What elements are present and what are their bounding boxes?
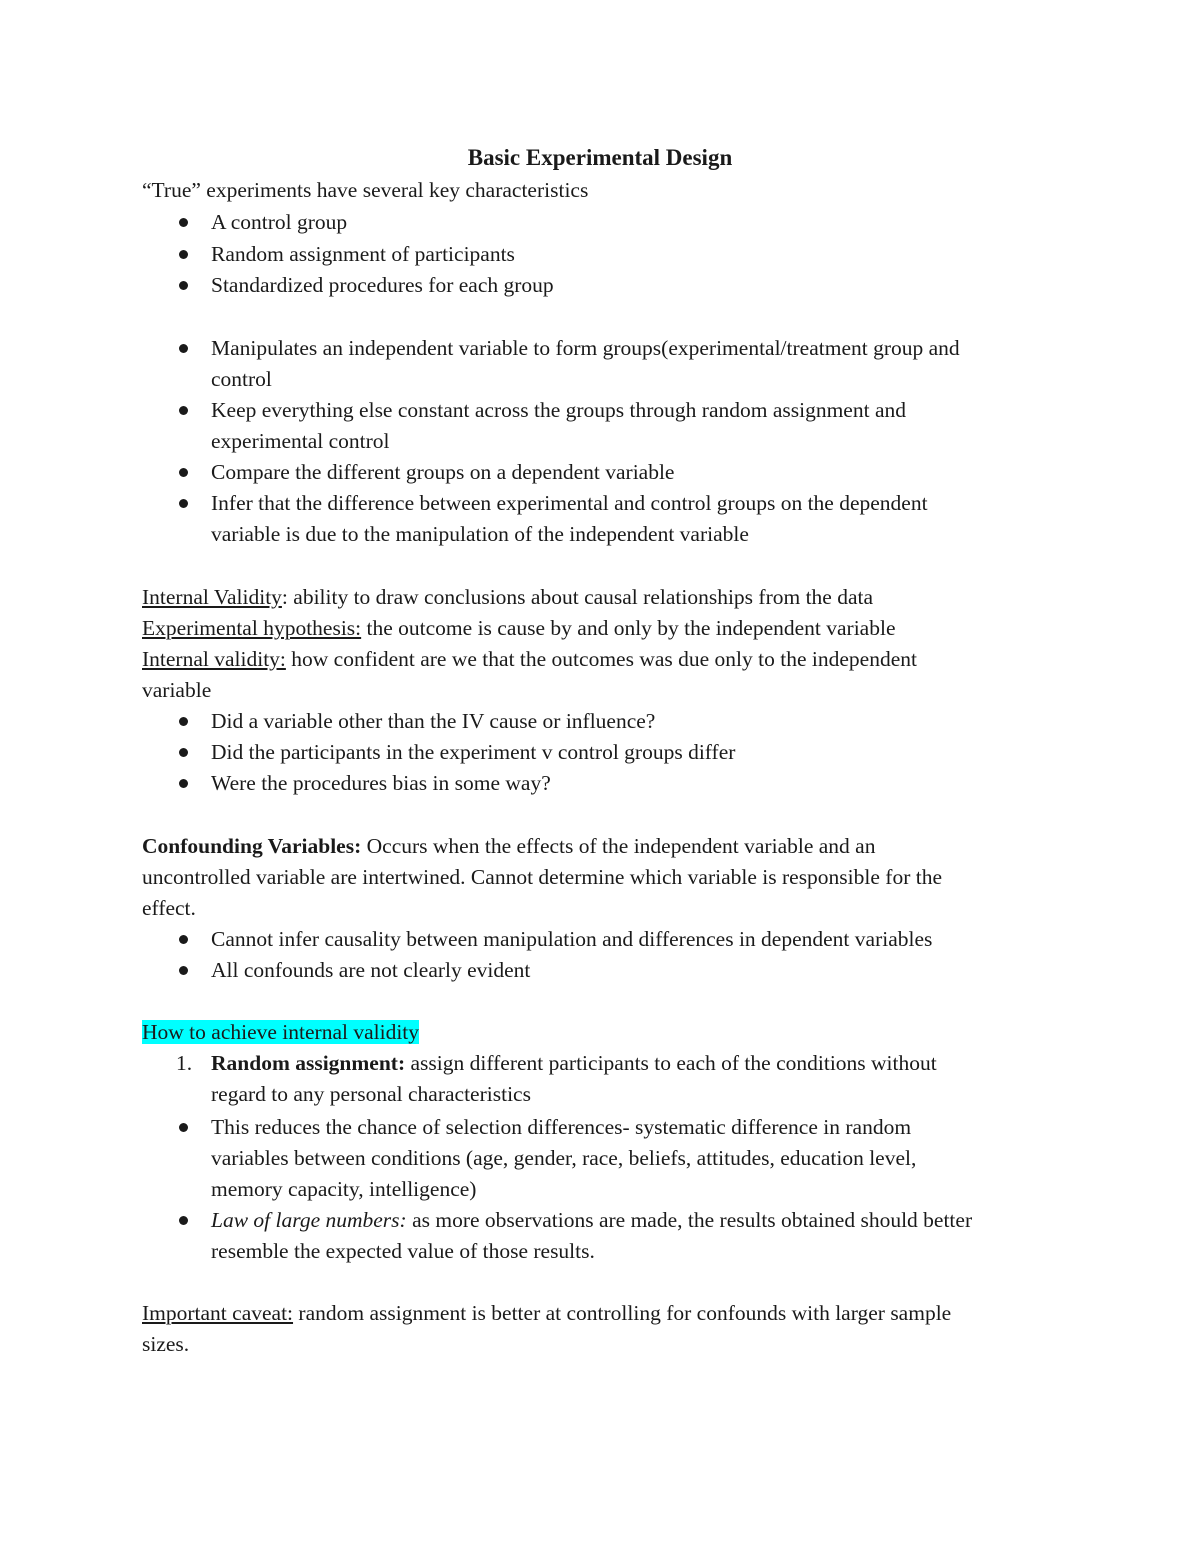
- term: Random assignment:: [211, 1051, 406, 1075]
- numbered-item: [211, 1048, 937, 1079]
- definition-text: how confident are we that the outcomes was due only to the independent: [285, 647, 917, 671]
- list-item: Manipulates an independent variable to form groups(experimental/treatment group and: [211, 336, 960, 360]
- list-item-continuation: memory capacity, intelligence): [211, 1177, 477, 1201]
- definition-continuation: variable: [142, 678, 212, 702]
- list-item: Random assignment of participants: [211, 242, 515, 266]
- paragraph-line: sizes.: [142, 1332, 190, 1356]
- intro-line: “True” experiments have several key characteristics: [142, 178, 589, 202]
- list-item: Standardized procedures for each group: [211, 273, 554, 297]
- page-title: Basic Experimental Design: [467, 145, 733, 170]
- section-heading: [142, 1017, 419, 1048]
- list-item-continuation: variable is due to the manipulation of the independent variable: [211, 522, 749, 546]
- term: Internal validity:: [142, 647, 286, 671]
- bullet-dot: [179, 966, 188, 975]
- bullet-dot: [179, 779, 188, 788]
- list-item-continuation: resemble the expected value of those results.: [211, 1239, 595, 1263]
- numbered-item-continuation: regard to any personal characteristics: [211, 1082, 531, 1106]
- list-item: [211, 1205, 972, 1236]
- list-number: 1.: [176, 1051, 193, 1075]
- definition-text: : ability to draw conclusions about causal relationships from the data: [281, 585, 874, 609]
- bullet-dot: [179, 1216, 188, 1225]
- bullet-dot: [179, 344, 188, 353]
- confounding-paragraph: [142, 831, 875, 862]
- bullet-dot: [179, 281, 188, 290]
- item-text: assign different participants to each of the conditions without: [405, 1051, 937, 1075]
- highlighted-heading: How to achieve internal validity: [142, 1020, 420, 1044]
- caveat-paragraph: [142, 1298, 951, 1329]
- definition-text: the outcome is cause by and only by the independent variable: [361, 616, 896, 640]
- definition-experimental-hypothesis: [142, 613, 896, 644]
- list-item: This reduces the chance of selection differences- systematic difference in random: [211, 1115, 912, 1139]
- list-item: Infer that the difference between experimental and control groups on the dependent: [211, 491, 928, 515]
- list-item-continuation: experimental control: [211, 429, 390, 453]
- bullet-dot: [179, 1123, 188, 1132]
- bullet-dot: [179, 935, 188, 944]
- bullet-dot: [179, 748, 188, 757]
- term: Internal Validity: [142, 585, 282, 609]
- paragraph-text: random assignment is better at controlling for confounds with larger sample: [293, 1301, 952, 1325]
- bullet-dot: [179, 717, 188, 726]
- bullet-dot: [179, 406, 188, 415]
- list-item: Were the procedures bias in some way?: [211, 771, 551, 795]
- list-item: Keep everything else constant across the groups through random assignment and: [211, 398, 906, 422]
- list-item: All confounds are not clearly evident: [211, 958, 531, 982]
- paragraph-line: uncontrolled variable are intertwined. Cannot determine which variable is responsible for the: [142, 865, 943, 889]
- definition-internal-validity: [142, 582, 873, 613]
- paragraph-line: effect.: [142, 896, 196, 920]
- definition-internal-validity-2: [142, 644, 917, 675]
- bullet-dot: [179, 250, 188, 259]
- term: Important caveat:: [142, 1301, 294, 1325]
- list-item-continuation: variables between conditions (age, gender, race, beliefs, attitudes, education level,: [211, 1146, 917, 1170]
- bullet-dot: [179, 499, 188, 508]
- bullet-dot: [179, 218, 188, 227]
- list-item-continuation: control: [211, 367, 272, 391]
- list-item: Did a variable other than the IV cause or influence?: [211, 709, 656, 733]
- item-text: as more observations are made, the results obtained should better: [406, 1208, 973, 1232]
- list-item: Did the participants in the experiment v control groups differ: [211, 740, 736, 764]
- list-item: Compare the different groups on a dependent variable: [211, 460, 675, 484]
- term: Experimental hypothesis:: [142, 616, 362, 640]
- term: Law of large numbers:: [211, 1208, 407, 1232]
- paragraph-text: Occurs when the effects of the independent variable and an: [361, 834, 876, 858]
- term: Confounding Variables:: [142, 834, 362, 858]
- bullet-dot: [179, 468, 188, 477]
- list-item: A control group: [211, 210, 348, 234]
- list-item: Cannot infer causality between manipulation and differences in dependent variables: [211, 927, 933, 951]
